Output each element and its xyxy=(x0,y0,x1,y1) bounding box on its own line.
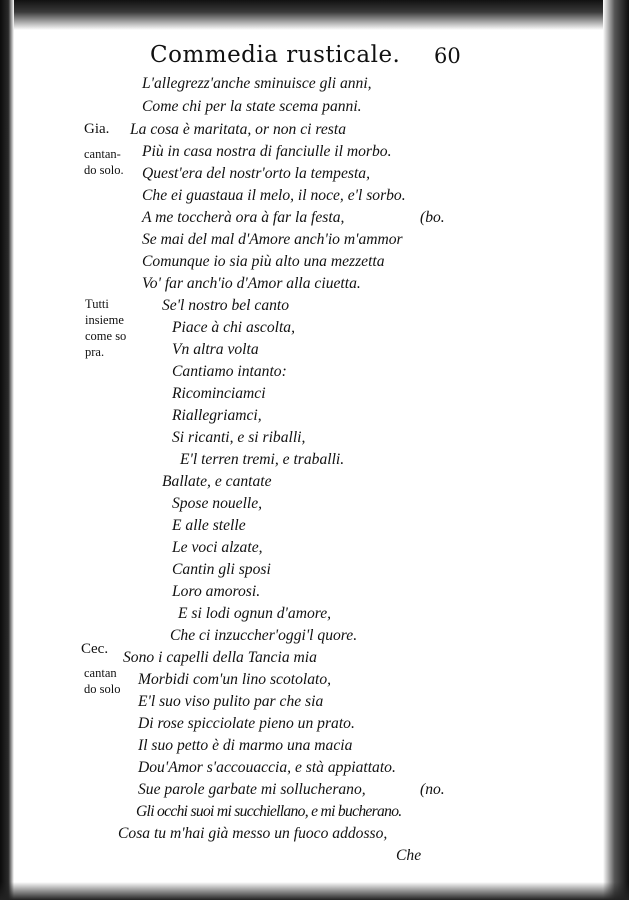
verse-line: Che ei guastaua il melo, il noce, e'l sorbo. xyxy=(142,187,406,204)
verse-line: Sue parole garbate mi sollucherano, xyxy=(138,781,366,798)
verse-line: Piace à chi ascolta, xyxy=(172,319,295,336)
verse-line: Come chi per la state scema panni. xyxy=(142,98,362,115)
margin-note-line: Tutti xyxy=(85,297,109,311)
margin-note-line: pra. xyxy=(85,345,105,359)
verse-line: Il suo petto è di marmo una macia xyxy=(138,737,353,754)
margin-note-line: come so xyxy=(85,329,127,343)
verse-line: La cosa è maritata, or non ci resta xyxy=(130,121,346,138)
speaker-label-gia: Gia. xyxy=(84,121,110,137)
verse-line: Ballate, e cantate xyxy=(162,473,272,490)
margin-note-gia xyxy=(84,146,124,178)
verse-line: E'l terren tremi, e traballi. xyxy=(180,451,345,468)
verse-line: Si ricanti, e si riballi, xyxy=(172,429,306,446)
verse-line: Quest'era del nostr'orto la tempesta, xyxy=(142,165,370,182)
page-number: 60 xyxy=(434,44,461,68)
verse-line: Vn altra volta xyxy=(172,341,259,358)
margin-note-tutti xyxy=(85,296,126,360)
verse-line-turnover: (bo. xyxy=(420,209,445,226)
verse-line: L'allegrezz'anche sminuisce gli anni, xyxy=(142,75,372,92)
verse-line: Cantiamo intanto: xyxy=(172,363,287,380)
verse-line: Riallegriamci, xyxy=(172,407,262,424)
verse-line: Comunque io sia più alto una mezzetta xyxy=(142,253,385,270)
verse-line: Morbidi com'un lino scotolato, xyxy=(138,671,332,688)
verse-line: E alle stelle xyxy=(172,517,246,534)
verse-line: Sono i capelli della Tancia mia xyxy=(123,649,317,666)
verse-line: E'l suo viso pulito par che sia xyxy=(138,693,324,710)
margin-note-line: do solo xyxy=(84,682,121,696)
verse-line: Cantin gli sposi xyxy=(172,561,271,578)
verse-line: Dou'Amor s'accouaccia, e stà appiattato. xyxy=(138,759,396,776)
verse-line: Che ci inzuccher'oggi'l quore. xyxy=(170,627,358,644)
margin-note-line: cantan xyxy=(84,666,117,680)
verse-line: Loro amorosi. xyxy=(172,583,261,600)
verse-line: Di rose spicciolate pieno un prato. xyxy=(138,715,355,732)
verse-line: E si lodi ognun d'amore, xyxy=(178,605,332,622)
margin-note-line: insieme xyxy=(85,313,124,327)
margin-note-line: cantan- xyxy=(84,147,121,161)
verse-line: Vo' far anch'io d'Amor alla ciuetta. xyxy=(142,275,361,292)
speaker-label-cec: Cec. xyxy=(81,641,109,657)
verse-line: Le voci alzate, xyxy=(172,539,263,556)
verse-line: A me toccherà ora à far la festa, xyxy=(142,209,345,226)
margin-note-line: do solo. xyxy=(84,163,124,177)
verse-line: Più in casa nostra di fanciulle il morbo. xyxy=(142,143,392,160)
verse-line: Spose nouelle, xyxy=(172,495,263,512)
verse-line: Cosa tu m'hai già messo un fuoco addosso, xyxy=(118,825,388,842)
verse-line: Gli occhi suoi mi succhiellano, e mi bucherano. xyxy=(136,803,402,820)
verse-line-turnover: (no. xyxy=(420,781,445,798)
running-title: Commedia rusticale. xyxy=(150,42,401,68)
verse-line: Se'l nostro bel canto xyxy=(162,297,290,314)
verse-line: Se mai del mal d'Amore anch'io m'ammor xyxy=(142,231,403,248)
catchword: Che xyxy=(396,847,422,864)
verse-line: Ricominciamci xyxy=(172,385,266,402)
margin-note-cec xyxy=(84,665,120,697)
